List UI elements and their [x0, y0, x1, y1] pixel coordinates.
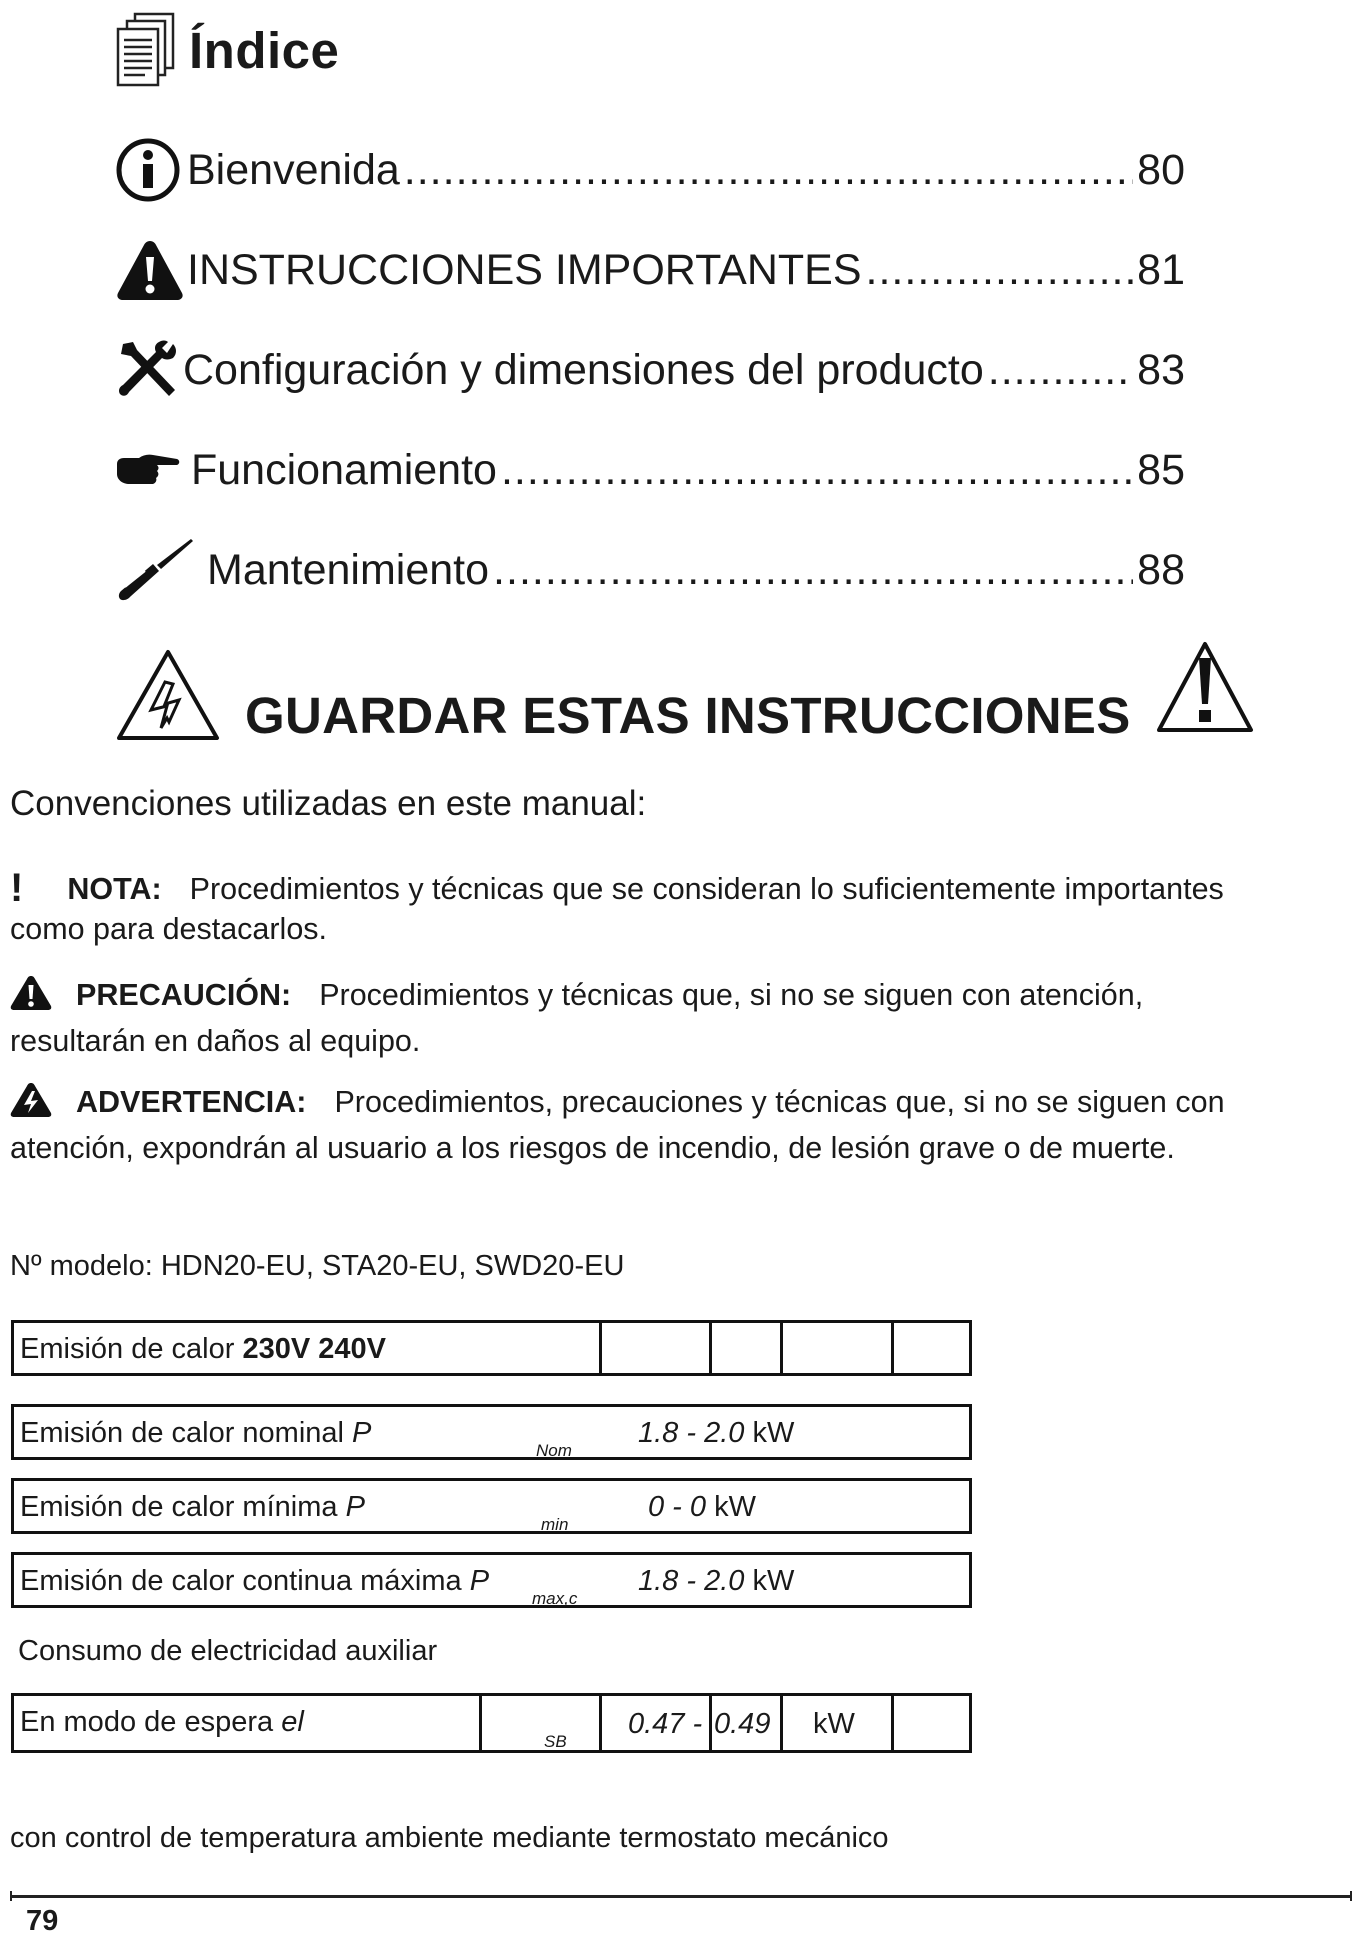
save-instructions-banner	[115, 640, 1255, 750]
footer-note: con control de temperatura ambiente mediante termostato mecánico	[10, 1822, 889, 1854]
standby-unit: kW	[813, 1708, 855, 1740]
toc-leader	[493, 546, 1133, 595]
toc-item-instrucciones-importantes[interactable]	[115, 235, 1185, 305]
footer-divider	[10, 1895, 1352, 1898]
model-number: Nº modelo: HDN20-EU, STA20-EU, SWD20-EU	[10, 1250, 625, 1282]
warning-icon	[115, 237, 187, 303]
toc-label: Configuración y dimensiones del producto	[183, 345, 984, 394]
page-number: 79	[26, 1905, 59, 1937]
advertencia-label: ADVERTENCIA:	[76, 1085, 307, 1119]
table-cell	[709, 1323, 712, 1373]
toc-page-number: 80	[1137, 145, 1185, 194]
table-cell	[891, 1696, 894, 1750]
table-cell	[599, 1323, 602, 1373]
table-cell	[479, 1696, 567, 1751]
toc-label: Funcionamiento	[191, 445, 497, 494]
standby-value-b: 0.49	[714, 1708, 771, 1740]
precaucion-label: PRECAUCIÓN:	[76, 978, 292, 1012]
toc-leader	[866, 246, 1134, 295]
aux-consumption-heading: Consumo de electricidad auxiliar	[18, 1635, 438, 1667]
toc-item-configuracion[interactable]	[115, 335, 1185, 405]
toc-leader	[501, 446, 1133, 495]
max-continuous-value: 1.8 - 2.0 kW	[638, 1565, 795, 1597]
toc-item-mantenimiento[interactable]	[115, 535, 1185, 605]
info-icon	[115, 137, 187, 203]
max-continuous-heat-output-row	[11, 1552, 972, 1608]
advertencia-text-line-2: atención, expondrán al usuario a los riesgos de incendio, de lesión grave o de muerte.	[10, 1131, 1175, 1165]
standby-subscript: SB	[544, 1732, 567, 1751]
precaucion-text-line-2: resultarán en daños al equipo.	[10, 1024, 421, 1058]
document-stack-icon	[115, 12, 177, 88]
minimum-heat-output-row	[11, 1478, 972, 1534]
screwdriver-icon	[115, 537, 207, 603]
toc-item-funcionamiento[interactable]	[115, 435, 1185, 505]
table-cell	[709, 1696, 771, 1750]
minimum-value: 0 - 0 kW	[648, 1491, 756, 1523]
standby-row	[11, 1693, 972, 1753]
standby-value-a: 0.47 -	[628, 1708, 703, 1740]
table-cell	[780, 1696, 855, 1750]
precaucion-text-line-1: Procedimientos y técnicas que, si no se siguen con atención,	[319, 978, 1144, 1012]
toc-page-number: 83	[1137, 345, 1185, 394]
toc-label: Bienvenida	[187, 145, 400, 194]
pointing-hand-icon	[115, 437, 191, 503]
minimum-subscript: min	[541, 1515, 569, 1534]
heat-output-label: Emisión de calor 230V 240V	[20, 1333, 386, 1365]
max-continuous-subscript: max,c	[532, 1589, 578, 1608]
toc-label: INSTRUCCIONES IMPORTANTES	[187, 245, 862, 294]
minimum-heat-output-label: Emisión de calor mínima P	[20, 1491, 365, 1523]
exclamation-icon: !	[10, 866, 24, 910]
toc-item-bienvenida[interactable]	[115, 135, 1185, 205]
advertencia-text-line-1: Procedimientos, precauciones y técnicas que, si no se siguen con	[334, 1085, 1225, 1119]
caution-icon	[1155, 640, 1255, 734]
nominal-value: 1.8 - 2.0 kW	[638, 1417, 795, 1449]
table-cell	[891, 1323, 894, 1373]
nominal-heat-output-label: Emisión de calor nominal P	[20, 1417, 372, 1449]
heat-output-header-row	[11, 1320, 972, 1376]
toc-page-number: 85	[1137, 445, 1185, 494]
table-cell	[780, 1323, 783, 1373]
tools-icon	[115, 337, 183, 403]
convention-precaucion	[10, 975, 1350, 1061]
warning-icon	[10, 975, 52, 1021]
toc-page-number: 81	[1137, 245, 1185, 294]
nominal-subscript: Nom	[536, 1441, 572, 1460]
nota-label: NOTA:	[67, 872, 162, 906]
nota-text-line-2: como para destacarlos.	[10, 912, 328, 946]
max-continuous-heat-output-label: Emisión de calor continua máxima P	[20, 1565, 490, 1597]
index-title: Índice	[189, 21, 340, 79]
convention-advertencia	[10, 1082, 1350, 1168]
toc-leader	[404, 146, 1133, 195]
toc-leader	[988, 346, 1133, 395]
nota-text-line-1: Procedimientos y técnicas que se consideran lo suficientemente importantes	[189, 872, 1224, 906]
toc-label: Mantenimiento	[207, 545, 490, 594]
table-cell	[599, 1696, 703, 1750]
save-instructions-title: GUARDAR ESTAS INSTRUCCIONES	[245, 687, 1131, 744]
electric-warning-icon	[10, 1082, 52, 1128]
index-header	[115, 10, 339, 90]
voltage-values: 230V 240V	[242, 1333, 386, 1365]
electric-hazard-icon	[115, 648, 221, 742]
standby-label: En modo de espera el	[20, 1706, 304, 1738]
toc-page-number: 88	[1137, 545, 1185, 594]
conventions-heading: Convenciones utilizadas en este manual:	[10, 784, 647, 823]
convention-nota	[10, 868, 1350, 949]
nominal-heat-output-row	[11, 1404, 972, 1460]
